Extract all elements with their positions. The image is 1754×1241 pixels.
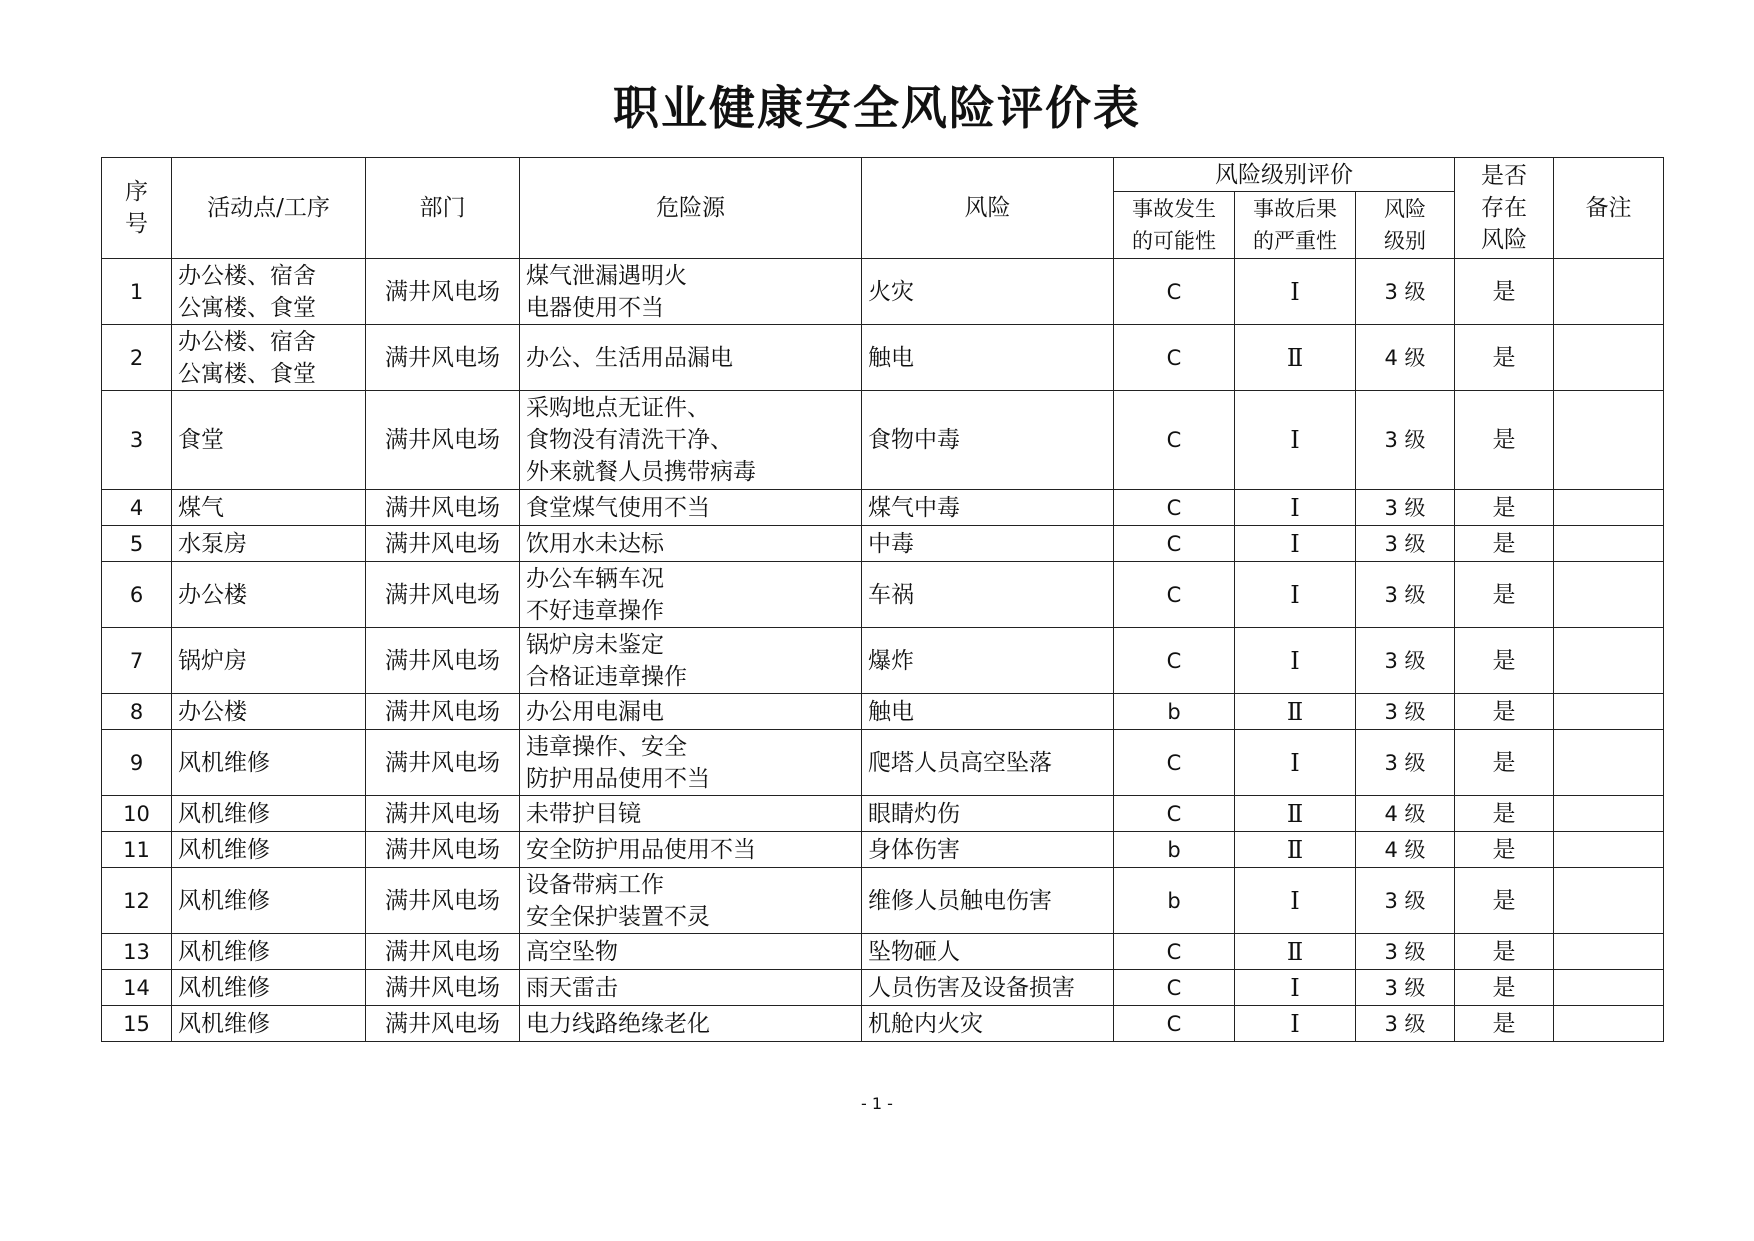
header-level: 风险 级别: [1356, 192, 1455, 259]
cell-hazard: 电力线路绝缘老化: [520, 1006, 862, 1042]
cell-severity: Ⅱ: [1235, 325, 1356, 391]
table-row: [102, 832, 1664, 868]
cell-level: 3 级: [1356, 526, 1455, 562]
cell-exists: 是: [1455, 730, 1554, 796]
cell-severity: Ⅰ: [1235, 490, 1356, 526]
cell-likelihood: C: [1114, 391, 1235, 490]
cell-activity: 办公楼: [172, 562, 366, 628]
cell-severity: Ⅰ: [1235, 391, 1356, 490]
cell-likelihood: C: [1114, 796, 1235, 832]
cell-dept: 满井风电场: [366, 562, 520, 628]
cell-exists: 是: [1455, 628, 1554, 694]
cell-exists: 是: [1455, 562, 1554, 628]
cell-remarks: [1554, 325, 1664, 391]
cell-hazard: 饮用水未达标: [520, 526, 862, 562]
table-header: [102, 158, 1664, 259]
cell-seq: 10: [102, 796, 172, 832]
cell-exists: 是: [1455, 694, 1554, 730]
cell-remarks: [1554, 868, 1664, 934]
cell-hazard: 雨天雷击: [520, 970, 862, 1006]
cell-risk: 火灾: [862, 259, 1114, 325]
cell-risk: 煤气中毒: [862, 490, 1114, 526]
cell-severity: Ⅰ: [1235, 970, 1356, 1006]
cell-hazard: 采购地点无证件、 食物没有清洗干净、 外来就餐人员携带病毒: [520, 391, 862, 490]
cell-severity: Ⅱ: [1235, 934, 1356, 970]
cell-remarks: [1554, 934, 1664, 970]
cell-dept: 满井风电场: [366, 325, 520, 391]
cell-activity: 锅炉房: [172, 628, 366, 694]
cell-risk: 触电: [862, 325, 1114, 391]
cell-remarks: [1554, 391, 1664, 490]
cell-exists: 是: [1455, 970, 1554, 1006]
cell-level: 3 级: [1356, 628, 1455, 694]
cell-seq: 7: [102, 628, 172, 694]
header-risk: 风险: [862, 158, 1114, 259]
cell-level: 3 级: [1356, 1006, 1455, 1042]
cell-level: 4 级: [1356, 325, 1455, 391]
cell-hazard: 未带护目镜: [520, 796, 862, 832]
cell-risk: 身体伤害: [862, 832, 1114, 868]
cell-dept: 满井风电场: [366, 694, 520, 730]
cell-hazard: 食堂煤气使用不当: [520, 490, 862, 526]
cell-level: 3 级: [1356, 562, 1455, 628]
cell-risk: 爆炸: [862, 628, 1114, 694]
cell-likelihood: C: [1114, 628, 1235, 694]
cell-seq: 3: [102, 391, 172, 490]
cell-dept: 满井风电场: [366, 730, 520, 796]
cell-dept: 满井风电场: [366, 934, 520, 970]
page-title: 职业健康安全风险评价表: [613, 81, 1141, 135]
cell-exists: 是: [1455, 868, 1554, 934]
cell-seq: 4: [102, 490, 172, 526]
cell-exists: 是: [1455, 325, 1554, 391]
cell-seq: 1: [102, 259, 172, 325]
cell-activity: 办公楼、宿舍 公寓楼、食堂: [172, 325, 366, 391]
cell-remarks: [1554, 1006, 1664, 1042]
cell-risk: 触电: [862, 694, 1114, 730]
table-row: [102, 391, 1664, 490]
cell-likelihood: C: [1114, 325, 1235, 391]
cell-severity: Ⅱ: [1235, 832, 1356, 868]
cell-likelihood: C: [1114, 730, 1235, 796]
cell-hazard: 锅炉房未鉴定 合格证违章操作: [520, 628, 862, 694]
cell-exists: 是: [1455, 259, 1554, 325]
cell-exists: 是: [1455, 1006, 1554, 1042]
table-row: [102, 868, 1664, 934]
table-row: [102, 628, 1664, 694]
cell-exists: 是: [1455, 526, 1554, 562]
cell-remarks: [1554, 730, 1664, 796]
table-row: [102, 934, 1664, 970]
header-seq: 序 号: [102, 158, 172, 259]
cell-remarks: [1554, 526, 1664, 562]
header-activity: 活动点/工序: [172, 158, 366, 259]
cell-hazard: 煤气泄漏遇明火 电器使用不当: [520, 259, 862, 325]
cell-dept: 满井风电场: [366, 526, 520, 562]
cell-remarks: [1554, 562, 1664, 628]
cell-hazard: 安全防护用品使用不当: [520, 832, 862, 868]
cell-seq: 15: [102, 1006, 172, 1042]
cell-likelihood: b: [1114, 694, 1235, 730]
cell-seq: 2: [102, 325, 172, 391]
cell-seq: 8: [102, 694, 172, 730]
cell-severity: Ⅰ: [1235, 259, 1356, 325]
cell-level: 3 级: [1356, 391, 1455, 490]
header-likelihood: 事故发生 的可能性: [1114, 192, 1235, 259]
cell-level: 3 级: [1356, 259, 1455, 325]
cell-hazard: 违章操作、安全 防护用品使用不当: [520, 730, 862, 796]
table-row: [102, 526, 1664, 562]
cell-seq: 13: [102, 934, 172, 970]
cell-risk: 眼睛灼伤: [862, 796, 1114, 832]
table-row: [102, 259, 1664, 325]
cell-activity: 水泵房: [172, 526, 366, 562]
cell-activity: 煤气: [172, 490, 366, 526]
header-exists: 是否 存在 风险: [1455, 158, 1554, 259]
header-hazard: 危险源: [520, 158, 862, 259]
cell-remarks: [1554, 694, 1664, 730]
cell-dept: 满井风电场: [366, 259, 520, 325]
cell-remarks: [1554, 490, 1664, 526]
cell-dept: 满井风电场: [366, 490, 520, 526]
cell-dept: 满井风电场: [366, 970, 520, 1006]
cell-remarks: [1554, 832, 1664, 868]
cell-activity: 风机维修: [172, 934, 366, 970]
cell-level: 3 级: [1356, 730, 1455, 796]
cell-likelihood: C: [1114, 490, 1235, 526]
cell-risk: 爬塔人员高空坠落: [862, 730, 1114, 796]
cell-dept: 满井风电场: [366, 391, 520, 490]
cell-hazard: 高空坠物: [520, 934, 862, 970]
cell-level: 3 级: [1356, 934, 1455, 970]
cell-seq: 14: [102, 970, 172, 1006]
cell-dept: 满井风电场: [366, 832, 520, 868]
cell-risk: 机舱内火灾: [862, 1006, 1114, 1042]
cell-seq: 12: [102, 868, 172, 934]
cell-activity: 风机维修: [172, 730, 366, 796]
cell-risk: 中毒: [862, 526, 1114, 562]
cell-likelihood: C: [1114, 526, 1235, 562]
cell-activity: 食堂: [172, 391, 366, 490]
table-row: [102, 970, 1664, 1006]
cell-dept: 满井风电场: [366, 628, 520, 694]
cell-level: 4 级: [1356, 832, 1455, 868]
cell-likelihood: C: [1114, 934, 1235, 970]
header-remarks: 备注: [1554, 158, 1664, 259]
risk-assessment-table: [101, 157, 1664, 1042]
cell-severity: Ⅰ: [1235, 730, 1356, 796]
table-row: [102, 694, 1664, 730]
cell-severity: Ⅰ: [1235, 628, 1356, 694]
cell-severity: Ⅰ: [1235, 868, 1356, 934]
cell-likelihood: C: [1114, 562, 1235, 628]
cell-hazard: 办公用电漏电: [520, 694, 862, 730]
cell-activity: 风机维修: [172, 796, 366, 832]
table-row: [102, 562, 1664, 628]
cell-dept: 满井风电场: [366, 1006, 520, 1042]
cell-seq: 6: [102, 562, 172, 628]
cell-seq: 11: [102, 832, 172, 868]
cell-seq: 9: [102, 730, 172, 796]
header-dept: 部门: [366, 158, 520, 259]
cell-severity: Ⅰ: [1235, 526, 1356, 562]
table-row: [102, 325, 1664, 391]
cell-severity: Ⅱ: [1235, 694, 1356, 730]
cell-exists: 是: [1455, 391, 1554, 490]
cell-activity: 风机维修: [172, 832, 366, 868]
cell-activity: 风机维修: [172, 970, 366, 1006]
cell-likelihood: b: [1114, 832, 1235, 868]
cell-likelihood: b: [1114, 868, 1235, 934]
header-risk-level-eval: 风险级别评价: [1114, 158, 1455, 192]
cell-exists: 是: [1455, 796, 1554, 832]
cell-likelihood: C: [1114, 259, 1235, 325]
cell-likelihood: C: [1114, 1006, 1235, 1042]
cell-exists: 是: [1455, 832, 1554, 868]
header-severity: 事故后果 的严重性: [1235, 192, 1356, 259]
cell-risk: 坠物砸人: [862, 934, 1114, 970]
cell-level: 3 级: [1356, 694, 1455, 730]
cell-hazard: 办公车辆车况 不好违章操作: [520, 562, 862, 628]
table-row: [102, 730, 1664, 796]
cell-remarks: [1554, 259, 1664, 325]
cell-activity: 风机维修: [172, 1006, 366, 1042]
cell-severity: Ⅰ: [1235, 562, 1356, 628]
cell-remarks: [1554, 628, 1664, 694]
cell-level: 3 级: [1356, 970, 1455, 1006]
cell-severity: Ⅱ: [1235, 796, 1356, 832]
table-row: [102, 1006, 1664, 1042]
table-row: [102, 796, 1664, 832]
table-body: [102, 259, 1664, 1042]
cell-dept: 满井风电场: [366, 868, 520, 934]
cell-risk: 人员伤害及设备损害: [862, 970, 1114, 1006]
cell-level: 3 级: [1356, 868, 1455, 934]
cell-activity: 办公楼: [172, 694, 366, 730]
cell-dept: 满井风电场: [366, 796, 520, 832]
cell-risk: 车祸: [862, 562, 1114, 628]
cell-remarks: [1554, 970, 1664, 1006]
cell-level: 4 级: [1356, 796, 1455, 832]
cell-severity: Ⅰ: [1235, 1006, 1356, 1042]
cell-exists: 是: [1455, 490, 1554, 526]
cell-hazard: 设备带病工作 安全保护装置不灵: [520, 868, 862, 934]
cell-risk: 食物中毒: [862, 391, 1114, 490]
cell-exists: 是: [1455, 934, 1554, 970]
cell-remarks: [1554, 796, 1664, 832]
cell-likelihood: C: [1114, 970, 1235, 1006]
cell-seq: 5: [102, 526, 172, 562]
cell-risk: 维修人员触电伤害: [862, 868, 1114, 934]
cell-activity: 风机维修: [172, 868, 366, 934]
table-row: [102, 490, 1664, 526]
cell-hazard: 办公、生活用品漏电: [520, 325, 862, 391]
page-number: - 1 -: [861, 1094, 893, 1113]
cell-activity: 办公楼、宿舍 公寓楼、食堂: [172, 259, 366, 325]
cell-level: 3 级: [1356, 490, 1455, 526]
